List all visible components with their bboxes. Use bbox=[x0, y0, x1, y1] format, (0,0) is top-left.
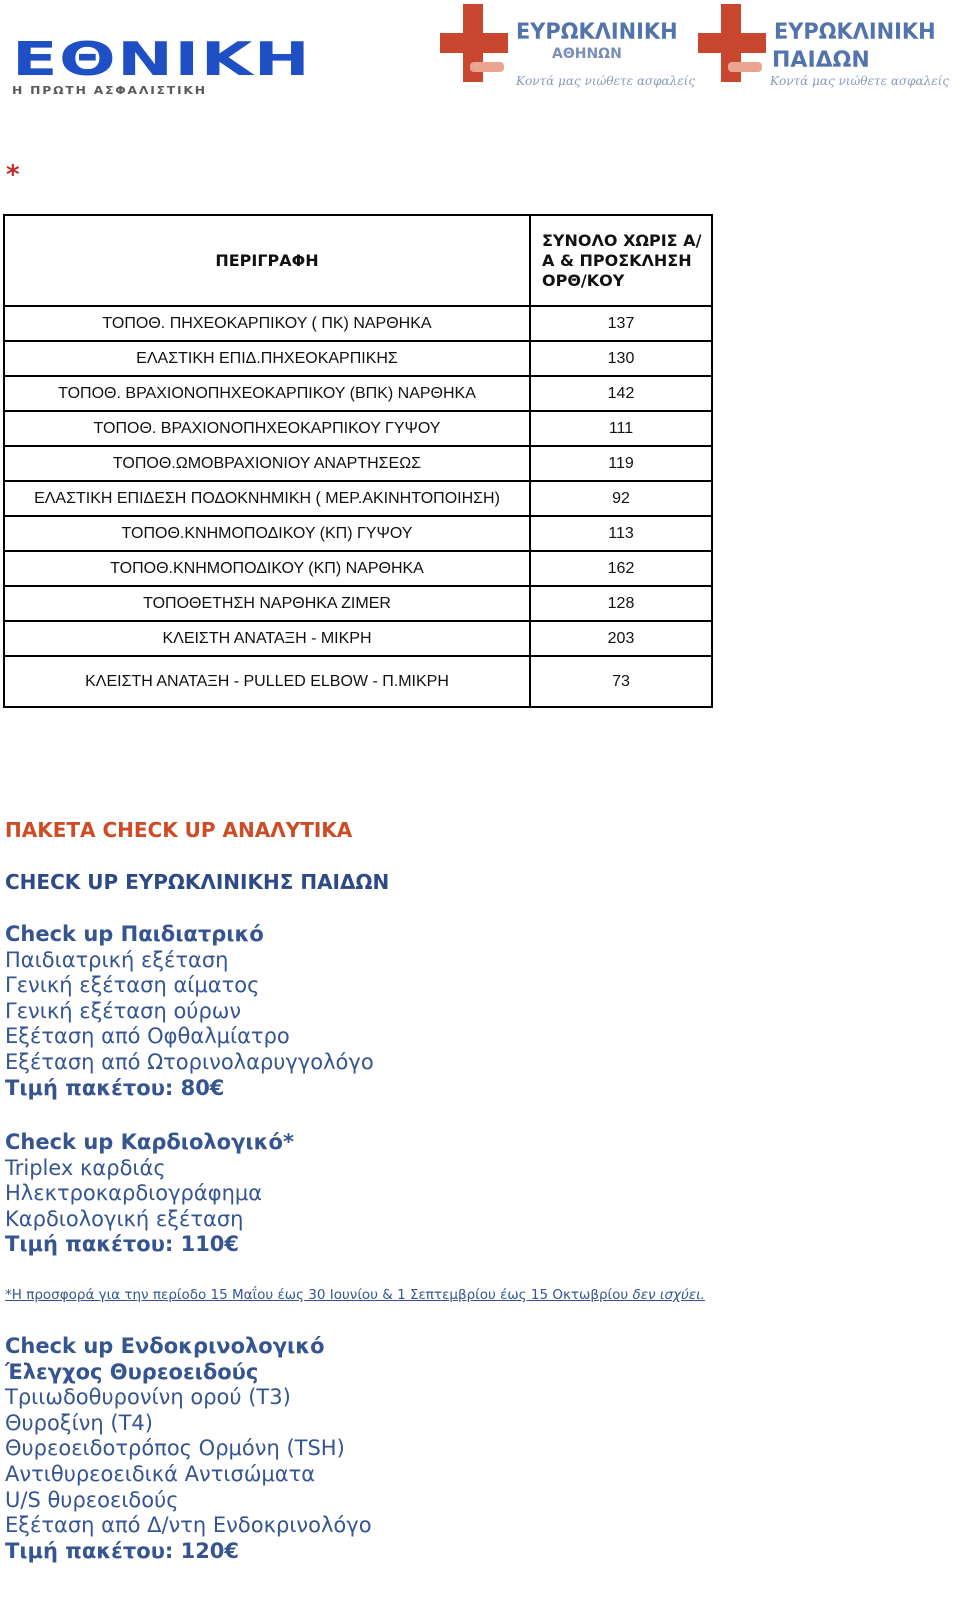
table-row bbox=[4, 446, 712, 481]
cell-total: 113 bbox=[530, 516, 712, 551]
package-item: Αντιθυρεοειδικά Αντισώματα bbox=[5, 1461, 316, 1486]
cell-total: 137 bbox=[530, 306, 712, 341]
medical-cross-icon bbox=[440, 4, 508, 82]
table-row bbox=[4, 516, 712, 551]
cell-description: ΤΟΠΟΘ.ΩΜΟΒΡΑΧΙΟΝΙΟΥ ΑΝΑΡΤΗΣΕΩΣ bbox=[4, 446, 530, 481]
table-row bbox=[4, 656, 712, 707]
cell-total: 142 bbox=[530, 376, 712, 411]
column-header-description: ΠΕΡΙΓΡΑΦΗ bbox=[4, 215, 530, 306]
package-item: Θυρεοειδοτρόπος Ορμόνη (TSH) bbox=[5, 1436, 345, 1461]
euroclinic-athens-logo bbox=[440, 4, 695, 96]
cell-total: 92 bbox=[530, 481, 712, 516]
price-table-header-row bbox=[4, 215, 712, 306]
package-item: Τριιωδοθυρονίνη ορού (Τ3) bbox=[5, 1385, 291, 1410]
euroclinic-children-logo bbox=[698, 4, 950, 96]
checkup-section-title: ΠΑΚΕΤΑ CHECK UP ΑΝΑΛΥΤΙΚΑ bbox=[5, 818, 353, 842]
table-row bbox=[4, 411, 712, 446]
table-row bbox=[4, 586, 712, 621]
checkup-package-endocrinology bbox=[5, 1334, 372, 1564]
ethniki-logo-name: ΕΘΝΙΚΗ bbox=[12, 32, 312, 86]
price-table bbox=[3, 214, 713, 708]
cell-total: 162 bbox=[530, 551, 712, 586]
cell-total: 119 bbox=[530, 446, 712, 481]
euroclinic-athens-logo-sub: ΑΘΗΝΩΝ bbox=[552, 46, 622, 62]
table-row bbox=[4, 551, 712, 586]
cell-description: ΚΛΕΙΣΤΗ ΑΝΑΤΑΞΗ - PULLED ELBOW - Π.ΜΙΚΡΗ bbox=[4, 656, 530, 707]
cell-description: ΤΟΠΟΘ. ΠΗΧΕΟΚΑΡΠΙΚΟΥ ( ΠΚ) ΝΑΡΘΗΚΑ bbox=[4, 306, 530, 341]
package-item: Εξέταση από Οφθαλμίατρο bbox=[5, 1024, 290, 1049]
package-item: Triplex καρδιάς bbox=[5, 1155, 166, 1180]
offer-note bbox=[5, 1287, 705, 1303]
checkup-package-cardiology bbox=[5, 1130, 294, 1258]
package-title: Check up Ενδοκρινολογικό bbox=[5, 1334, 325, 1358]
package-price: Τιμή πακέτου: 80€ bbox=[5, 1075, 225, 1100]
euroclinic-athens-logo-name: ΕΥΡΩΚΛΙΝΙΚΗ bbox=[516, 20, 678, 45]
cell-total: 73 bbox=[530, 656, 712, 707]
package-item: Παιδιατρική εξέταση bbox=[5, 947, 229, 972]
euroclinic-children-logo-name: ΕΥΡΩΚΛΙΝΙΚΗ bbox=[774, 20, 936, 45]
cell-total: 130 bbox=[530, 341, 712, 376]
ethniki-logo bbox=[12, 32, 312, 97]
package-item: Εξέταση από Δ/ντη Ενδοκρινολόγο bbox=[5, 1513, 372, 1538]
cell-description: ΤΟΠΟΘ. ΒΡΑΧΙΟΝΟΠΗΧΕΟΚΑΡΠΙΚΟΥ (ΒΠΚ) ΝΑΡΘΗΚΑ bbox=[4, 376, 530, 411]
cell-total: 203 bbox=[530, 621, 712, 656]
cell-description: ΤΟΠΟΘΕΤΗΣΗ ΝΑΡΘΗΚΑ ZIMER bbox=[4, 586, 530, 621]
cell-total: 128 bbox=[530, 586, 712, 621]
table-row bbox=[4, 376, 712, 411]
table-row bbox=[4, 481, 712, 516]
footnote-asterisk: * bbox=[6, 160, 20, 190]
table-row bbox=[4, 306, 712, 341]
euroclinic-athens-logo-tagline: Κοντά μας νιώθετε ασφαλείς bbox=[516, 74, 696, 88]
ethniki-logo-tagline: Η ΠΡΩΤΗ ΑΣΦΑΛΙΣΤΙΚΗ bbox=[12, 84, 207, 97]
package-title: Check up Καρδιολογικό* bbox=[5, 1130, 294, 1154]
package-subtitle: Έλεγχος Θυρεοειδούς bbox=[5, 1359, 259, 1384]
table-row bbox=[4, 341, 712, 376]
cell-description: ΕΛΑΣΤΙΚΗ ΕΠΙΔΕΣΗ ΠΟΔΟΚΝΗΜΙΚΗ ( ΜΕΡ.ΑΚΙΝΗΤΟΠΟΙΗΣΗ) bbox=[4, 481, 530, 516]
medical-cross-icon bbox=[698, 4, 766, 82]
package-price: Τιμή πακέτου: 110€ bbox=[5, 1232, 240, 1257]
cell-description: ΤΟΠΟΘ.ΚΝΗΜΟΠΟΔΙΚΟΥ (ΚΠ) ΓΥΨΟΥ bbox=[4, 516, 530, 551]
column-header-total: ΣΥΝΟΛΟ ΧΩΡΙΣ Α/Α & ΠΡΟΣΚΛΗΣΗ ΟΡΘ/ΚΟΥ bbox=[530, 215, 712, 306]
offer-note-emphasis: δεν ισχύει. bbox=[632, 1287, 705, 1303]
package-item: U/S θυρεοειδούς bbox=[5, 1487, 179, 1512]
cell-description: ΚΛΕΙΣΤΗ ΑΝΑΤΑΞΗ - ΜΙΚΡΗ bbox=[4, 621, 530, 656]
cell-total: 111 bbox=[530, 411, 712, 446]
package-price: Τιμή πακέτου: 120€ bbox=[5, 1538, 240, 1563]
package-item: Ηλεκτροκαρδιογράφημα bbox=[5, 1181, 263, 1206]
package-item: Καρδιολογική εξέταση bbox=[5, 1206, 244, 1231]
checkup-clinic-title: CHECK UP ΕΥΡΩΚΛΙΝΙΚΗΣ ΠΑΙΔΩΝ bbox=[5, 870, 390, 894]
package-item: Εξέταση από Ωτορινολαρυγγολόγο bbox=[5, 1049, 374, 1074]
cell-description: ΤΟΠΟΘ.ΚΝΗΜΟΠΟΔΙΚΟΥ (ΚΠ) ΝΑΡΘΗΚΑ bbox=[4, 551, 530, 586]
cell-description: ΕΛΑΣΤΙΚΗ ΕΠΙΔ.ΠΗΧΕΟΚΑΡΠΙΚΗΣ bbox=[4, 341, 530, 376]
package-title: Check up Παιδιατρικό bbox=[5, 922, 264, 946]
package-item: Γενική εξέταση ούρων bbox=[5, 998, 242, 1023]
package-item: Θυροξίνη (Τ4) bbox=[5, 1410, 153, 1435]
euroclinic-children-logo-tagline: Κοντά μας νιώθετε ασφαλείς bbox=[770, 74, 950, 88]
cell-description: ΤΟΠΟΘ. ΒΡΑΧΙΟΝΟΠΗΧΕΟΚΑΡΠΙΚΟΥ ΓΥΨΟΥ bbox=[4, 411, 530, 446]
package-item: Γενική εξέταση αίματος bbox=[5, 973, 260, 998]
euroclinic-children-logo-sub: ΠΑΙΔΩΝ bbox=[772, 48, 870, 73]
checkup-package-pediatric bbox=[5, 922, 374, 1101]
offer-note-text: *Η προσφορά για την περίοδο 15 Μαΐου έως 30 Ιουνίου & 1 Σεπτεμβρίου έως 15 Οκτωβρίου bbox=[5, 1287, 629, 1303]
table-row bbox=[4, 621, 712, 656]
